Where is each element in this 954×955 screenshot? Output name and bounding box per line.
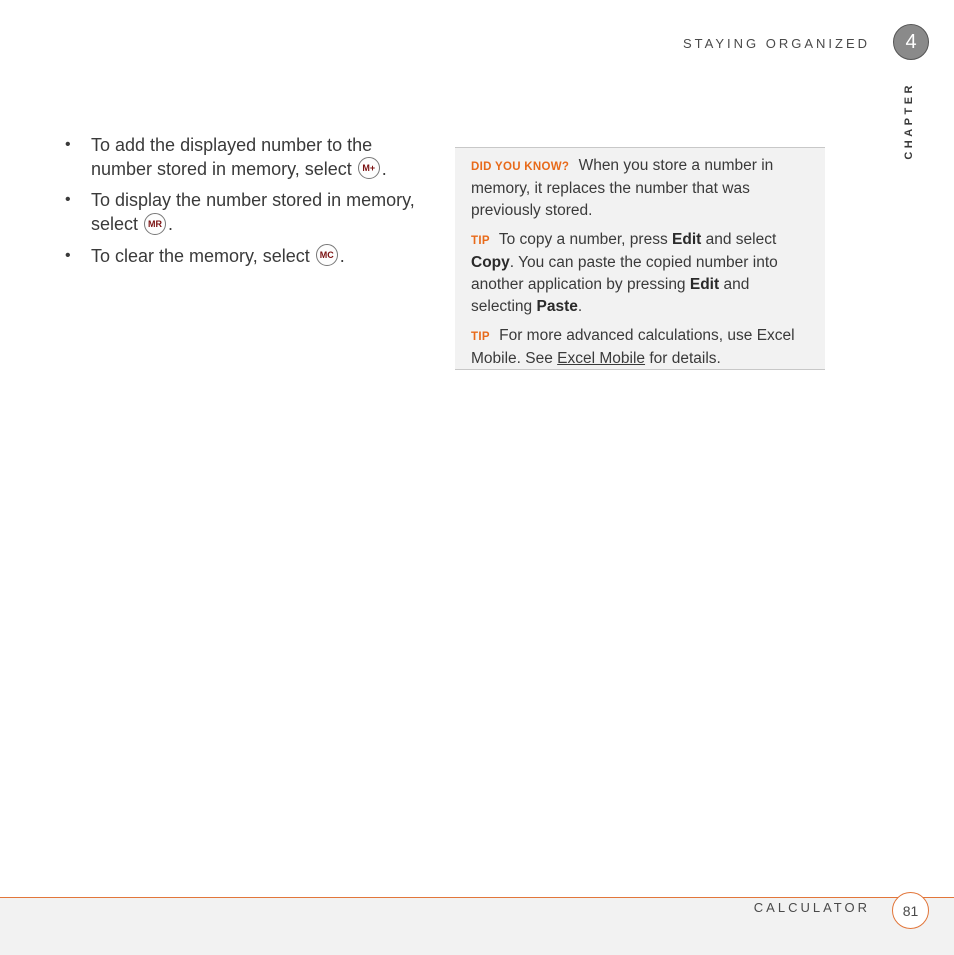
list-item-text: To clear the memory, select [91,245,310,266]
tip-copy-paragraph [471,229,813,318]
tip-text: and select [705,231,777,248]
excel-mobile-link[interactable]: Excel Mobile [557,350,646,367]
edit-keyword: Edit [689,276,720,293]
tip-text: . You can paste the copied number into another application by pressing [471,254,778,293]
paste-keyword: Paste [536,298,578,315]
tip-label: TIP [471,235,490,247]
memory-plus-icon: M+ [358,157,380,179]
tip-text: . [577,298,583,315]
tip-text: for details. [649,350,721,367]
copy-keyword: Copy [471,254,510,271]
edit-keyword: Edit [672,231,702,248]
tip-label: TIP [471,331,490,343]
running-header: STAYING ORGANIZED [682,36,870,51]
tips-sidebar [455,147,825,370]
tip-text: For more advanced calculations, use Excel Mobile. See [471,327,795,367]
chapter-vertical-label: CHAPTER [903,82,915,160]
did-you-know-paragraph [471,155,813,222]
footer-section-title: CALCULATOR [753,900,870,915]
list-item-period: . [381,159,387,179]
tip-excel-paragraph [471,325,813,370]
memory-clear-icon: MC [316,244,338,266]
bullet-dot: • [65,136,71,153]
page-number: 81 [892,892,929,929]
list-item [64,133,434,181]
tip-text: and selecting [471,276,750,315]
tip-text: To copy a number, press [498,231,668,248]
list-item [64,244,434,268]
bullet-dot: • [65,191,71,209]
chapter-number-badge: 4 [893,24,929,60]
list-item [64,188,434,236]
list-item-text: To add the displayed number to the number stored in memory, select [91,135,373,179]
did-you-know-label: DID YOU KNOW? [471,161,570,173]
bullet-dot: • [65,246,71,264]
memory-recall-icon: MR [144,213,166,235]
memory-instructions-list [64,133,434,275]
list-item-text: To display the number stored in memory, select [91,190,415,235]
list-item-period: . [339,245,345,266]
list-item-period: . [168,214,174,235]
did-you-know-text: When you store a number in memory, it replaces the number that was previously stored. [471,157,774,219]
